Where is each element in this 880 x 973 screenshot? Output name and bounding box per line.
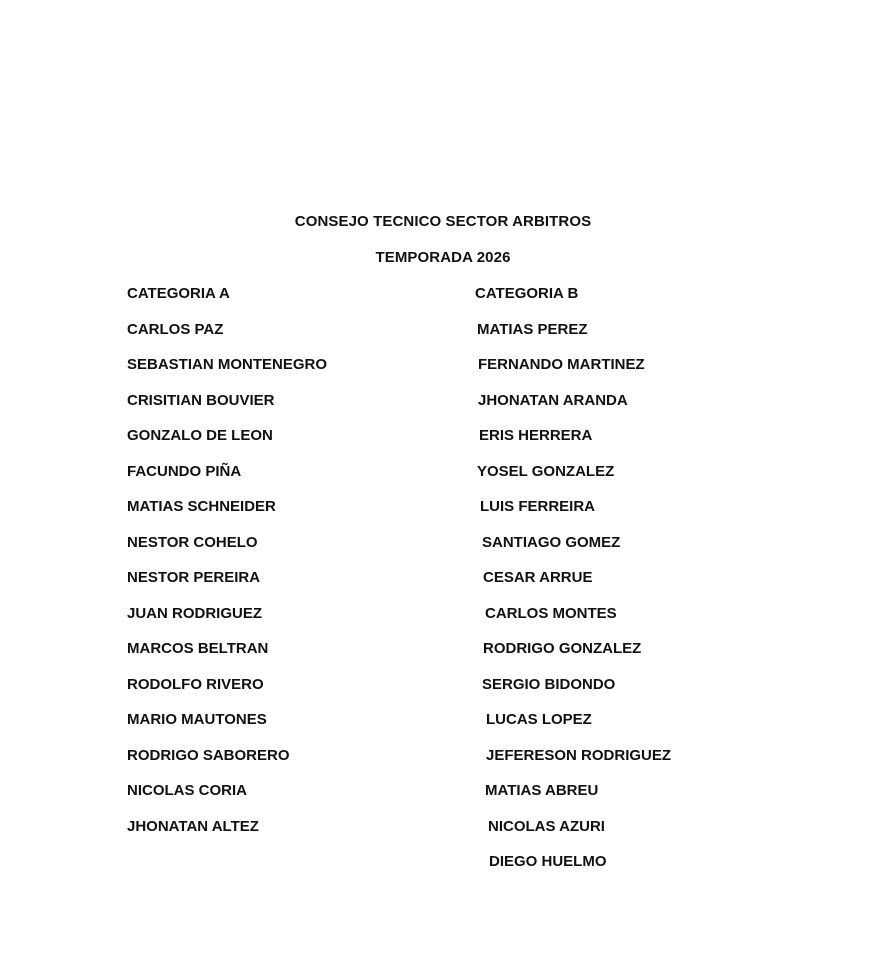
referee-name: JUAN RODRIGUEZ: [127, 604, 263, 622]
referee-name: CARLOS MONTES: [485, 604, 617, 622]
referee-name: DIEGO HUELMO: [489, 853, 607, 870]
referee-name: SEBASTIAN MONTENEGRO: [127, 356, 328, 373]
referee-name: SANTIAGO GOMEZ: [482, 533, 621, 551]
referee-name: MATIAS ABREU: [485, 782, 599, 799]
referee-name: FERNANDO MARTINEZ: [478, 356, 645, 373]
referee-name: RODOLFO RIVERO: [127, 675, 264, 693]
referee-name: FACUNDO PIÑA: [127, 462, 242, 480]
referee-name: ERIS HERRERA: [479, 427, 593, 444]
referee-name: RODRIGO SABORERO: [127, 746, 290, 764]
referee-name: JEFERESON RODRIGUEZ: [486, 746, 672, 764]
document-title: CONSEJO TECNICO SECTOR ARBITROS: [294, 213, 592, 230]
season-heading: TEMPORADA 2026: [375, 249, 511, 266]
referee-name: SERGIO BIDONDO: [482, 675, 616, 693]
referee-name: LUIS FERREIRA: [480, 498, 596, 515]
referee-name: LUCAS LOPEZ: [486, 711, 592, 728]
category-b-heading: CATEGORIA B: [475, 285, 579, 302]
referee-name: YOSEL GONZALEZ: [477, 462, 615, 480]
referee-name: CESAR ARRUE: [483, 569, 593, 586]
referee-name: MARCOS BELTRAN: [127, 640, 269, 657]
referee-name: NESTOR COHELO: [127, 533, 258, 551]
referee-name: GONZALO DE LEON: [127, 427, 273, 444]
referee-name: NESTOR PEREIRA: [127, 569, 261, 586]
category-b-column: [475, 284, 671, 888]
referee-name: MATIAS SCHNEIDER: [127, 498, 276, 515]
referee-name: MATIAS PEREZ: [477, 320, 588, 338]
referee-name: MARIO MAUTONES: [127, 711, 267, 728]
referee-name: NICOLAS CORIA: [127, 782, 247, 799]
referee-name: NICOLAS AZURI: [488, 817, 605, 835]
referee-name: JHONATAN ALTEZ: [127, 817, 259, 835]
referee-name: RODRIGO GONZALEZ: [483, 640, 642, 657]
referee-name: CARLOS PAZ: [127, 320, 224, 338]
category-a-column: [127, 284, 327, 852]
referee-name: JHONATAN ARANDA: [478, 391, 628, 409]
category-a-heading: CATEGORIA A: [127, 285, 230, 302]
referee-name: CRISITIAN BOUVIER: [127, 391, 275, 409]
